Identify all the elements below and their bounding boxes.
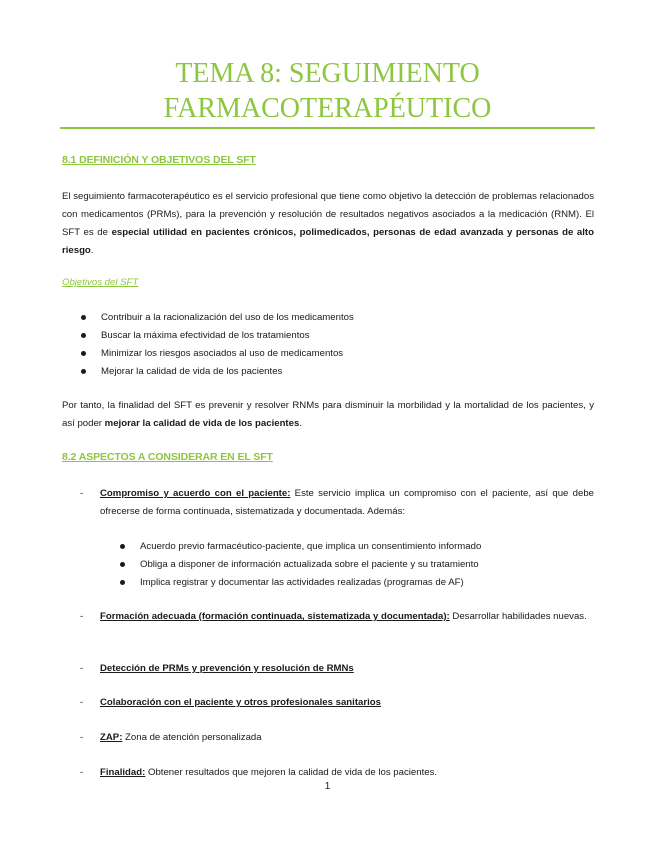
list-item: Acuerdo previo farmacéutico-paciente, que implica un consentimiento informado [120, 538, 590, 556]
bullet-icon [120, 544, 125, 549]
aspect-text: Zona de atención personalizada [122, 732, 262, 743]
list-item: Implica registrar y documentar las actividades realizadas (programas de AF) [120, 574, 590, 592]
aspect-text: Este servicio implica un compromiso con el paciente, así que debe ofrecerse de forma continuada, sistematizada y documentada. Además: [100, 488, 595, 517]
compromiso-sublist [120, 538, 590, 592]
bullet-icon [81, 351, 86, 356]
title-divider [60, 127, 595, 129]
aspect-label: Colaboración con el paciente y otros profesionales sanitarios [100, 697, 381, 708]
list-item: Mejorar la calidad de vida de los pacientes [81, 363, 591, 381]
bullet-icon [81, 315, 86, 320]
page-number: 1 [324, 781, 331, 792]
aspect-text: Obtener resultados que mejoren la calidad de vida de los pacientes. [145, 767, 438, 778]
finalidad-bold: mejorar la calidad de vida de los pacientes [104, 418, 300, 429]
aspect-item-zap [62, 729, 594, 747]
aspect-label: Compromiso y acuerdo con el paciente: [100, 488, 291, 499]
bullet-icon [120, 580, 125, 585]
dash-marker: - [80, 488, 84, 499]
dash-marker: - [80, 732, 84, 743]
aspect-text: Desarrollar habilidades nuevas. [449, 611, 587, 622]
list-item: Buscar la máxima efectividad de los tratamientos [81, 327, 591, 345]
dash-marker: - [80, 611, 84, 622]
list-item: Obliga a disponer de información actualizada sobre el paciente y su tratamiento [120, 556, 590, 574]
definition-end: . [90, 245, 94, 256]
title-line-1: TEMA 8: SEGUIMIENTO [175, 58, 480, 89]
aspect-label: Finalidad: [100, 767, 146, 778]
finalidad-text: Por tanto, la finalidad del SFT es prevenir y resolver RNMs para disminuir la morbilidad y la mortalidad de los pacientes, y así poder [62, 400, 594, 429]
bullet-icon [120, 562, 125, 567]
list-item: Minimizar los riesgos asociados al uso de medicamentos [81, 345, 591, 363]
aspect-item-finalidad [62, 764, 594, 782]
finalidad-paragraph [62, 397, 594, 433]
page-title [60, 56, 595, 126]
objetivos-subheading: Objetivos del SFT [62, 277, 139, 288]
aspect-item-colaboracion [62, 694, 594, 712]
dash-marker: - [80, 697, 84, 708]
definition-paragraph [62, 188, 594, 260]
aspect-label: ZAP: [100, 732, 123, 743]
definition-bold: especial utilidad en pacientes crónicos, polimedicados, personas de edad avanzada y personas de alto riesgo [62, 227, 594, 256]
section-heading-8-1: 8.1 DEFINICIÓN Y OBJETIVOS DEL SFT [62, 154, 256, 166]
bullet-icon [81, 333, 86, 338]
bullet-icon [81, 369, 86, 374]
dash-marker: - [80, 663, 84, 674]
dash-marker: - [80, 767, 84, 778]
aspect-item-compromiso [62, 485, 594, 521]
aspect-label: Detección de PRMs y prevención y resolución de RMNs [100, 663, 354, 674]
aspect-item-deteccion [62, 660, 594, 678]
aspect-item-formacion [62, 608, 594, 626]
finalidad-end: . [299, 418, 302, 429]
aspect-label: Formación adecuada (formación continuada, sistematizada y documentada): [100, 611, 450, 622]
list-item: Contribuir a la racionalización del uso de los medicamentos [81, 309, 591, 327]
objetivos-list [81, 309, 591, 381]
title-line-2: FARMACOTERAPÉUTICO [163, 93, 492, 124]
section-heading-8-2: 8.2 ASPECTOS A CONSIDERAR EN EL SFT [62, 451, 273, 463]
definition-text: El seguimiento farmacoterapéutico es el servicio profesional que tiene como objetivo la detección de problemas relacionados con medicamentos (PRMs), para la prevención y resolución de resultados negativos asociados a la medicación (RNM). El SFT es de [62, 191, 594, 238]
